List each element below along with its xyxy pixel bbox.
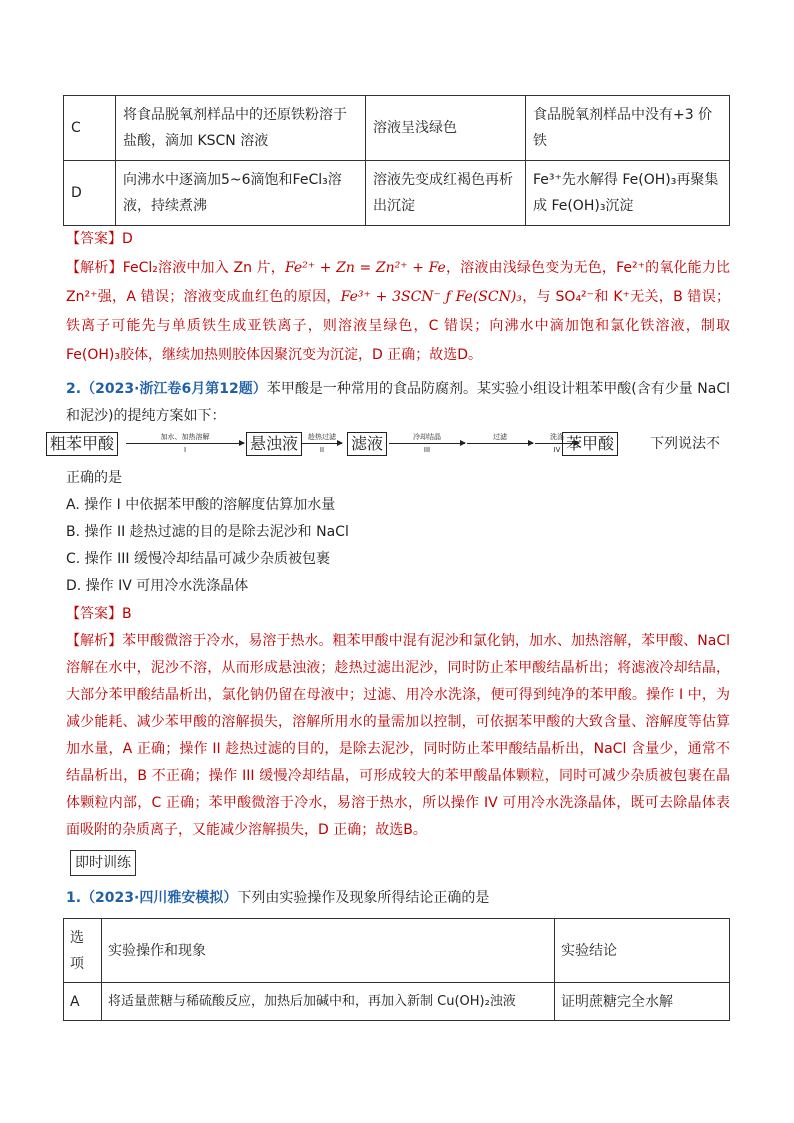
table-header-option: 选项 — [64, 919, 102, 983]
flow-arrow-step: IV — [553, 446, 561, 454]
flow-arrow-label: 冷却结晶 — [413, 433, 441, 441]
table-cell-conclusion: 证明蔗糖完全水解 — [555, 983, 730, 1021]
q2-stem-continued: 正确的是 — [66, 470, 122, 486]
table-cell-operation: 将适量蔗糖与稀硫酸反应，加热后加碱中和，再加入新制 Cu(OH)₂浊液 — [102, 983, 555, 1021]
answer-label: 【答案】 — [66, 606, 122, 622]
equation-2: Fe³⁺ + 3SCN⁻ ƒ Fe(SCN)₃ — [340, 289, 522, 305]
table-header-operation: 实验操作和现象 — [102, 919, 555, 983]
q1-answer — [66, 226, 730, 253]
option-a: A. 操作 I 中依据苯甲酸的溶解度估算加水量 — [66, 497, 336, 513]
table-cell-operation: 将食品脱氧剂样品中的还原铁粉溶于盐酸，滴加 KSCN 溶液 — [116, 96, 366, 161]
flow-box: 粗苯甲酸 — [46, 432, 118, 456]
flow-box: 悬浊液 — [246, 432, 302, 456]
option-b: B. 操作 II 趁热过滤的目的是除去泥沙和 NaCl — [66, 524, 349, 540]
flow-arrow-step: II — [319, 446, 325, 454]
flow-arrow-step: III — [423, 446, 431, 454]
analysis-label: 【解析】 — [66, 633, 123, 649]
table-cell-conclusion: 食品脱氧剂样品中没有+3 价铁 — [526, 96, 730, 161]
table-cell-phenomenon: 溶液呈浅绿色 — [366, 96, 526, 161]
flow-arrow — [126, 443, 244, 444]
q3-stem — [66, 885, 730, 912]
option-d: D. 操作 IV 可用冷水洗涤晶体 — [66, 578, 249, 594]
question-number: 2. — [66, 381, 82, 397]
table-cell-operation: 向沸水中逐滴加5~6滴饱和FeCl₃溶液，持续煮沸 — [116, 161, 366, 226]
table-row — [64, 983, 730, 1021]
question-source: （2023·四川雅安模拟） — [81, 890, 238, 906]
table-cell-phenomenon: 溶液先变成红褐色再析出沉淀 — [366, 161, 526, 226]
q1-analysis — [66, 254, 730, 370]
table-cell-conclusion: Fe³⁺先水解得 Fe(OH)₃再聚集成 Fe(OH)₃沉淀 — [526, 161, 730, 226]
equation-1: Fe²⁺ + Zn = Zn²⁺ + Fe — [284, 260, 446, 276]
flow-arrow-label: 加水、加热溶解 — [160, 433, 210, 441]
question-number: 1. — [66, 890, 82, 906]
flow-box: 苯甲酸 — [562, 432, 618, 456]
q2-analysis — [66, 628, 730, 844]
option-c: C. 操作 III 缓慢冷却结晶可减少杂质被包裹 — [66, 551, 330, 567]
question-stem: 下列由实验操作及现象所得结论正确的是 — [237, 890, 490, 906]
flow-arrow — [389, 443, 465, 444]
flow-box: 滤液 — [347, 432, 387, 456]
analysis-text-2: ，溶液由浅绿色变为无色，Fe²⁺的氧化能力比 Zn²⁺强，A 错误；溶液变成血红色的原因， — [66, 260, 731, 305]
flow-arrow-label: 洗涤 — [550, 433, 564, 441]
flow-arrow-step: I — [183, 446, 187, 454]
flow-arrow — [302, 443, 342, 444]
table-cell-option: A — [64, 983, 102, 1021]
table-cell-option: C — [64, 96, 116, 161]
table-cell-option: D — [64, 161, 116, 226]
question-stem: 苯甲酸是一种常用的食品防腐剂。某实验小组设计粗苯甲酸(含有少量 NaCl 和泥沙)的提纯方案如下： — [66, 381, 730, 424]
table-row — [64, 96, 730, 161]
flow-arrow — [467, 443, 533, 444]
flow-trailing-text: 下列说法不 — [650, 436, 720, 452]
purification-flowchart — [46, 432, 746, 456]
table-header-row — [64, 919, 730, 983]
answer-value: D — [122, 231, 133, 247]
analysis-label: 【解析】 — [66, 260, 123, 276]
analysis-text-3: ，与 SO₄²⁻和 K⁺无关，B 错误；铁离子可能先与单质铁生成亚铁离子，则溶液呈绿色，C 错误；向沸水中滴加饱和氯化铁溶液，制取 Fe(OH)₃胶体，继续加热则胶体因聚沉变为沉淀，D 正确；故选D。 — [66, 289, 730, 363]
analysis-text-1: FeCl₂溶液中加入 Zn 片， — [122, 260, 285, 276]
options-table-top — [63, 95, 730, 226]
flow-arrow-label: 过滤 — [493, 433, 507, 441]
q2-stem — [66, 376, 730, 430]
options-table-bottom — [63, 918, 730, 1021]
q2-answer — [66, 601, 730, 628]
section-title-box: 即时训练 — [70, 850, 136, 876]
answer-value: B — [122, 606, 132, 622]
question-source: （2023·浙江卷6月第12题） — [81, 381, 267, 397]
flow-arrow-label: 趁热过滤 — [308, 433, 336, 441]
answer-label: 【答案】 — [66, 231, 122, 247]
analysis-text: 苯甲酸微溶于冷水，易溶于热水。粗苯甲酸中混有泥沙和氯化钠，加水、加热溶解，苯甲酸、NaCl 溶解在水中，泥沙不溶，从而形成悬浊液；趁热过滤出泥沙，同时防止苯甲酸结晶析出；将滤液冷却结晶，大部分苯甲酸结晶析出，氯化钠仍留在母液中；过滤、用冷水洗涤，便可得到纯净的苯甲酸。操作 I 中，为减少能耗、减少苯甲酸的溶解损失，溶解所用水的量需加以控制，可依据苯甲酸的大致含量、溶解度等估算加水量，A 正确；操作 II 趁热过滤的目的，是除去泥沙，同时防止苯甲酸结晶析出，NaCl 含量少，通常不结晶析出，B 不正确；操作 III 缓慢冷却结晶，可形成较大的苯甲酸晶体颗粒，同时可减少杂质被包裹在晶体颗粒内部，C 正确；苯甲酸微溶于冷水，易溶于热水，所以操作 IV 可用冷水洗涤晶体，既可去除晶体表面吸附的杂质离子，又能减少溶解损失，D 正确；故选B。 — [66, 633, 731, 838]
table-header-conclusion: 实验结论 — [555, 919, 730, 983]
table-row — [64, 161, 730, 226]
